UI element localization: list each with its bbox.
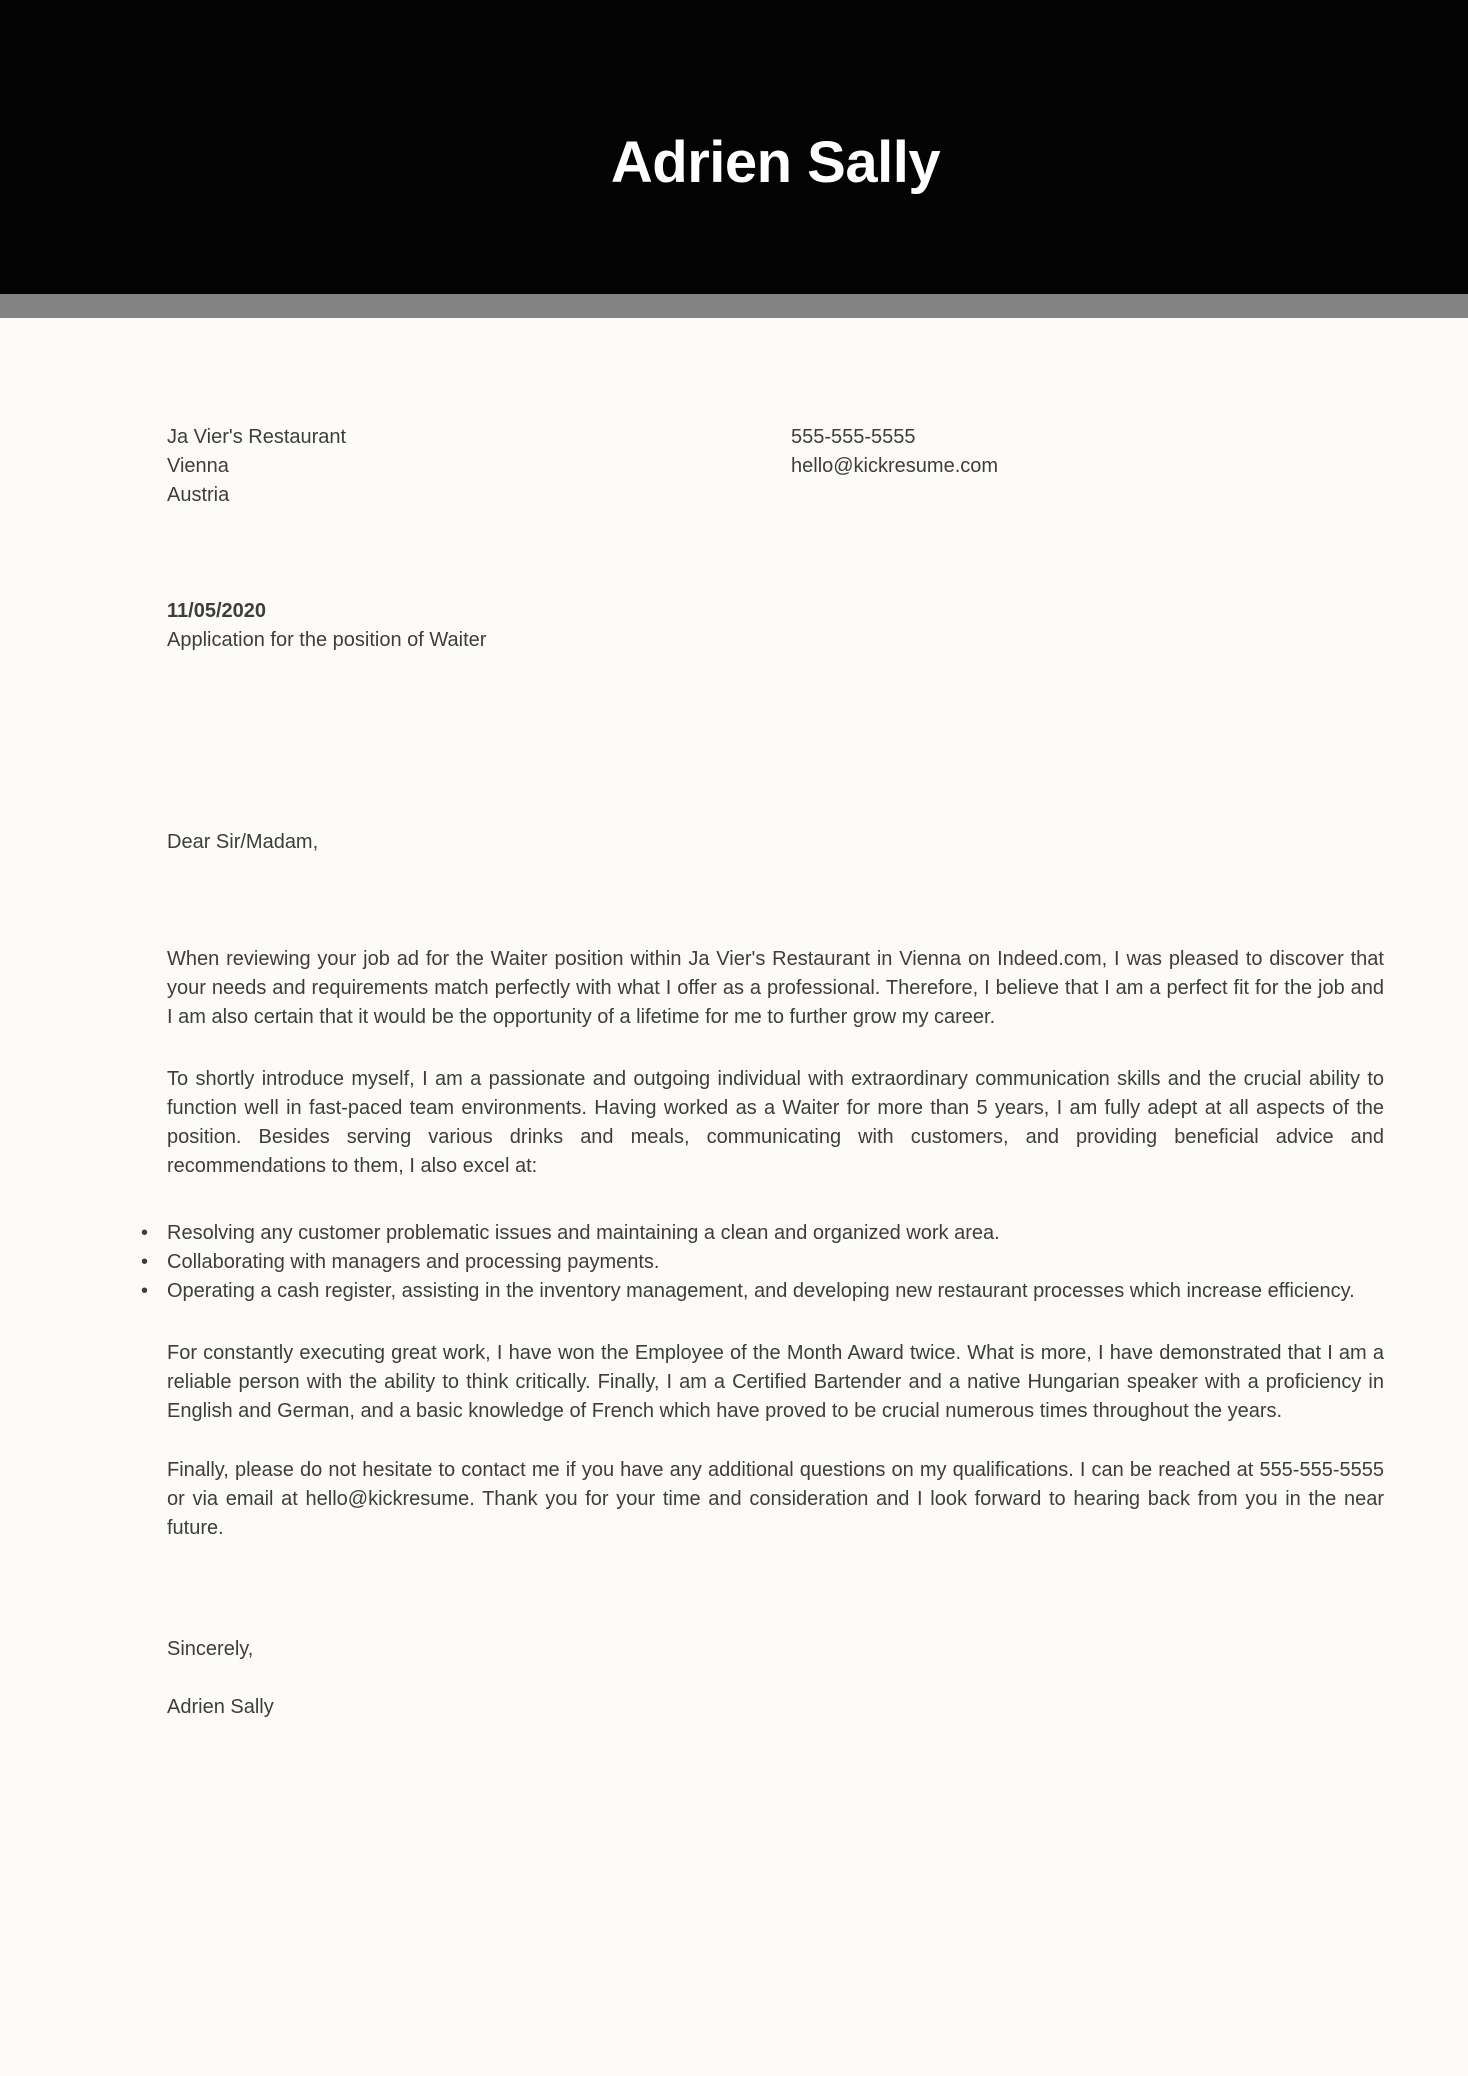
body-paragraph-about: To shortly introduce myself, I am a passionate and outgoing individual with extraordinary communication skills and the crucial ability to function well in fast-paced team environments. Having worked as a Waiter for more than 5 years, I am fully adept at all aspects of the position. Besides serving various drinks and meals, communicating with customers, and providing beneficial advice and recommendations to them, I also excel at: [167, 1068, 1384, 1177]
letter-header [0, 0, 1468, 294]
body-paragraph-closing: Finally, please do not hesitate to contact me if you have any additional questions on my qualifications. I can be reached at 555-555-5555 or via email at hello@kickresume. Thank you for your time and consideration and I look forward to hearing back from you in the near future. [167, 1459, 1384, 1539]
salutation: Dear Sir/Madam, [167, 831, 319, 853]
body-paragraph-intro: When reviewing your job ad for the Waiter position within Ja Vier's Restaurant in Vienna on Indeed.com, I was pleased to discover that your needs and requirements match perfectly with what I offer as a professional. Therefore, I believe that I am a perfect fit for the job and I am also certain that it would be the opportunity of a lifetime for me to further grow my career. [167, 948, 1384, 1028]
skills-bullet-list [167, 1219, 1384, 1306]
date-subject-block [167, 597, 1384, 655]
header-accent-bar [0, 294, 1468, 318]
letter-body [0, 423, 1468, 1722]
applicant-name-title: Adrien Sally [610, 129, 941, 195]
recipient-address-block [167, 423, 791, 510]
letter-subject: Application for the position of Waiter [167, 629, 487, 651]
signature-name: Adrien Sally [167, 1696, 274, 1718]
sender-contact-block [791, 423, 1384, 510]
bullet-item: • Operating a cash register, assisting in the inventory management, and developing new restaurant processes which increase efficiency. [167, 1277, 1384, 1306]
letter-date: 11/05/2020 [167, 600, 266, 622]
sign-off: Sincerely, [167, 1638, 254, 1660]
sender-phone: 555-555-5555 [791, 426, 916, 448]
bullet-item: • Collaborating with managers and processing payments. [167, 1248, 1384, 1277]
body-paragraph-achievements: For constantly executing great work, I have won the Employee of the Month Award twice. What is more, I have demonstrated that I am a reliable person with the ability to think critically. Finally, I am a Certified Bartender and a native Hungarian speaker with a proficiency in English and German, and a basic knowledge of French which have proved to be crucial numerous times throughout the years. [167, 1342, 1384, 1422]
recipient-line-company: Ja Vier's Restaurant [167, 426, 347, 448]
recipient-line-city: Vienna [167, 455, 229, 477]
recipient-contact-row [167, 423, 1384, 510]
sender-email: hello@kickresume.com [791, 455, 999, 477]
recipient-line-country: Austria [167, 484, 230, 506]
bullet-item: • Resolving any customer problematic issues and maintaining a clean and organized work area. [167, 1219, 1384, 1248]
